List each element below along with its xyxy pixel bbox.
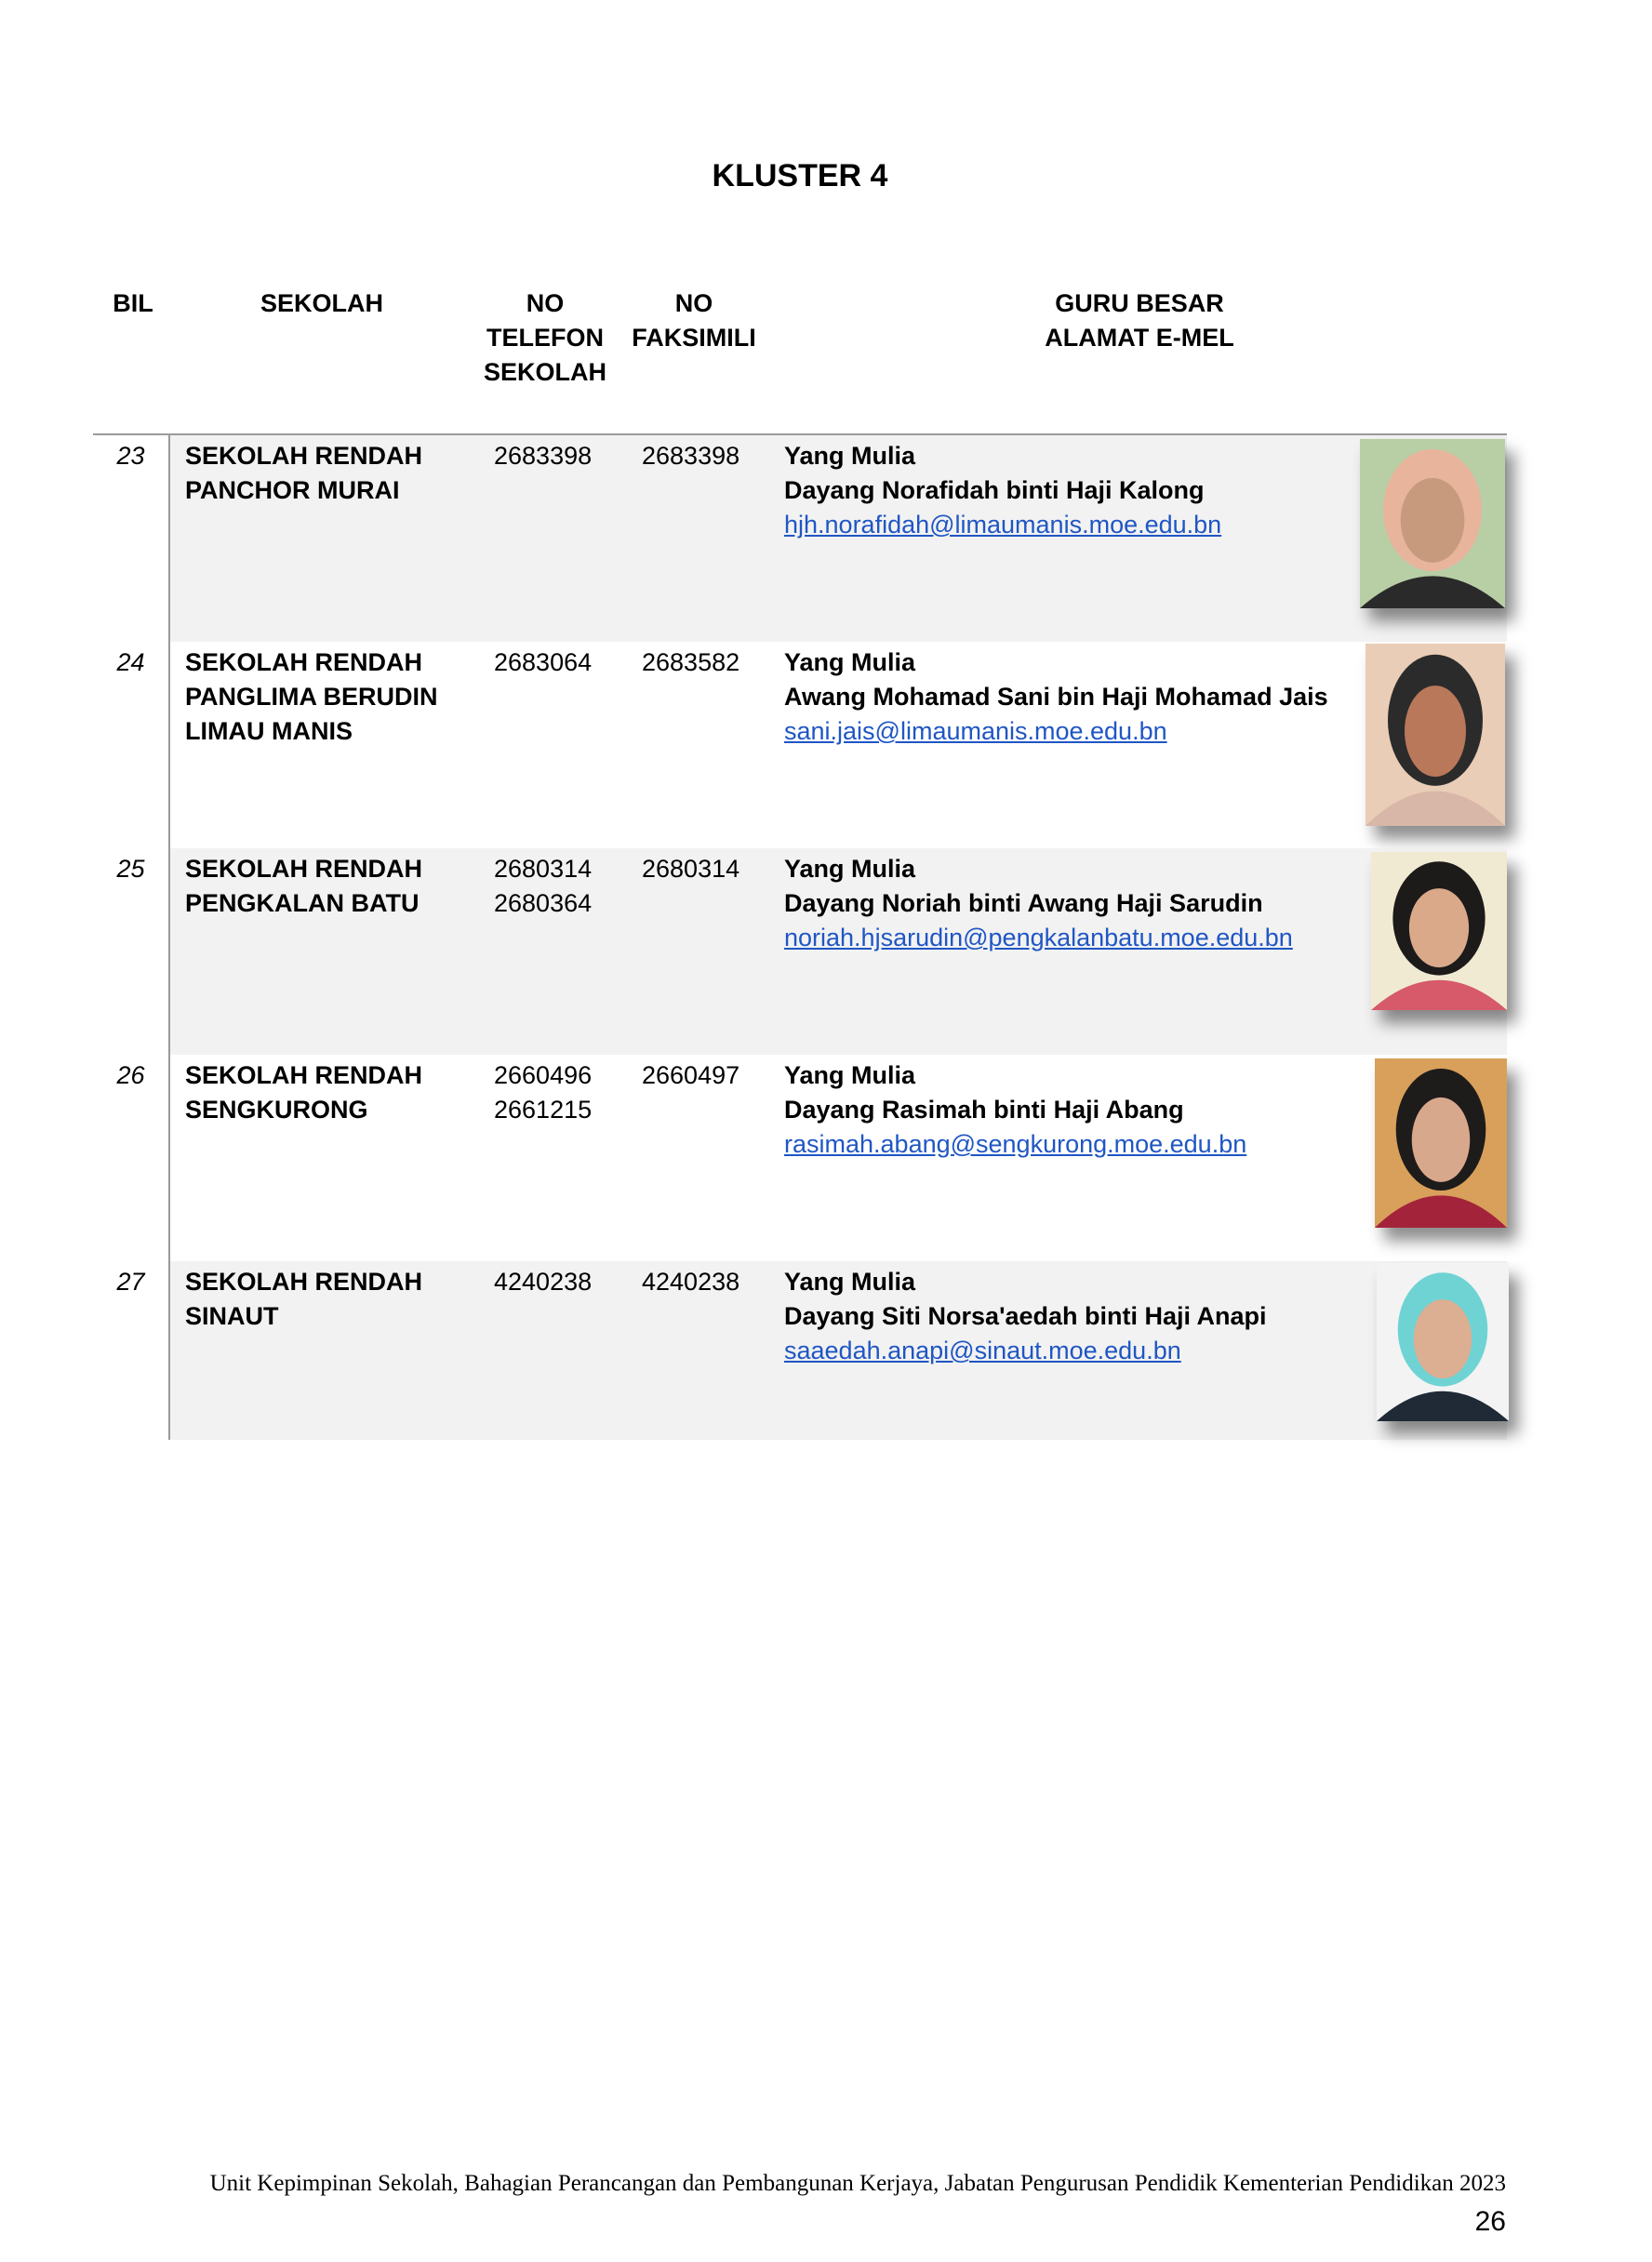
phone-number [494,645,633,680]
school-name [185,439,483,508]
table-row [170,1261,1507,1440]
school-name-line: SENGKURONG [185,1096,368,1124]
table-row [170,435,1507,642]
header-telefon-line: TELEFON [486,324,604,352]
fax-value: 2660497 [642,1061,740,1089]
head-teacher-photo [1377,1263,1509,1421]
header-faksimili-line: NO [674,289,713,317]
fax-number [642,1058,781,1093]
email-link[interactable]: saaedah.anapi@sinaut.moe.edu.bn [784,1337,1181,1364]
phone-value: 2680364 [494,889,593,917]
table-row [170,1055,1507,1261]
school-name-line: SEKOLAH RENDAH [185,648,423,676]
phone-value: 4240238 [494,1268,593,1296]
row-number: 24 [116,648,145,676]
email-link[interactable]: hjh.norafidah@limaumanis.moe.edu.bn [784,511,1222,539]
header-faksimili [620,286,768,355]
school-name [185,645,483,749]
honorific: Yang Mulia [784,1061,916,1089]
head-teacher-name: Awang Mohamad Sani bin Haji Mohamad Jais [784,683,1328,711]
head-teacher-name: Dayang Rasimah binti Haji Abang [784,1096,1184,1124]
email-link[interactable]: rasimah.abang@sengkurong.moe.edu.bn [784,1130,1247,1158]
table-row [170,848,1507,1055]
row-number: 23 [116,442,145,470]
phone-value: 2683064 [494,648,593,676]
header-sekolah: SEKOLAH [260,289,383,317]
head-teacher-name: Dayang Siti Norsa'aedah binti Haji Anapi [784,1302,1267,1330]
school-name-line: LIMAU MANIS [185,717,353,745]
fax-value: 2683582 [642,648,740,676]
portrait-face [1405,685,1466,777]
school-name-line: SEKOLAH RENDAH [185,855,423,883]
phone-value: 2683398 [494,442,593,470]
email-link[interactable]: sani.jais@limaumanis.moe.edu.bn [784,717,1167,745]
fax-number [642,1265,781,1299]
portrait-image [1360,439,1505,608]
head-teacher-photo [1366,644,1505,826]
fax-value: 4240238 [642,1268,740,1296]
phone-number [494,1265,633,1299]
phone-value: 2660496 [494,1061,593,1089]
phone-value: 2680314 [494,855,593,883]
portrait-image [1371,852,1507,1010]
head-teacher-photo [1371,852,1507,1010]
school-name-line: PANCHOR MURAI [185,476,400,504]
head-teacher-name: Dayang Noriah binti Awang Haji Sarudin [784,889,1263,917]
fax-value: 2683398 [642,442,740,470]
header-bil: BIL [113,289,153,317]
portrait-image [1377,1263,1509,1421]
header-guru-line: GURU BESAR [1055,289,1224,317]
head-teacher-photo [1375,1058,1507,1228]
honorific: Yang Mulia [784,648,916,676]
table-row [170,642,1507,848]
email-link[interactable]: noriah.hjsarudin@pengkalanbatu.moe.edu.bn [784,924,1293,951]
school-name [185,1265,483,1334]
fax-number [642,645,781,680]
table-left-rule [168,433,170,1440]
header-telefon-line: SEKOLAH [483,358,606,386]
head-teacher-photo [1360,439,1505,608]
portrait-face [1409,888,1469,967]
school-name-line: SEKOLAH RENDAH [185,1268,423,1296]
head-teacher-name: Dayang Norafidah binti Haji Kalong [784,476,1205,504]
header-guru-line: ALAMAT E-MEL [1045,324,1234,352]
fax-number [642,852,781,886]
school-name-line: SINAUT [185,1302,279,1330]
phone-number [494,439,633,473]
school-name [185,1058,483,1127]
page-title: KLUSTER 4 [712,158,888,193]
portrait-image [1375,1058,1507,1228]
school-name [185,852,483,921]
school-name-line: PENGKALAN BATU [185,889,420,917]
portrait-face [1401,478,1465,563]
fax-value: 2680314 [642,855,740,883]
row-number: 26 [116,1061,145,1089]
page-number: 26 [1474,2206,1506,2237]
school-name-line: SEKOLAH RENDAH [185,442,423,470]
row-number: 25 [116,855,145,883]
portrait-face [1414,1299,1472,1378]
phone-number [494,1058,633,1127]
portrait-image [1366,644,1505,826]
header-faksimili-line: FAKSIMILI [632,324,756,352]
fax-number [642,439,781,473]
header-guru-besar [958,286,1321,355]
header-telefon [480,286,610,390]
honorific: Yang Mulia [784,442,916,470]
page-footer: Unit Kepimpinan Sekolah, Bahagian Perancangan dan Pembangunan Kerjaya, Jabatan Pengurusan Pendidik Kementerian Pendidikan 2023 [209,2171,1506,2196]
header-telefon-line: NO [526,289,565,317]
school-name-line: SEKOLAH RENDAH [185,1061,423,1089]
honorific: Yang Mulia [784,855,916,883]
phone-value: 2661215 [494,1096,593,1124]
phone-number [494,852,633,921]
portrait-face [1412,1098,1470,1182]
row-number: 27 [116,1268,145,1296]
school-name-line: PANGLIMA BERUDIN [185,683,438,711]
honorific: Yang Mulia [784,1268,916,1296]
